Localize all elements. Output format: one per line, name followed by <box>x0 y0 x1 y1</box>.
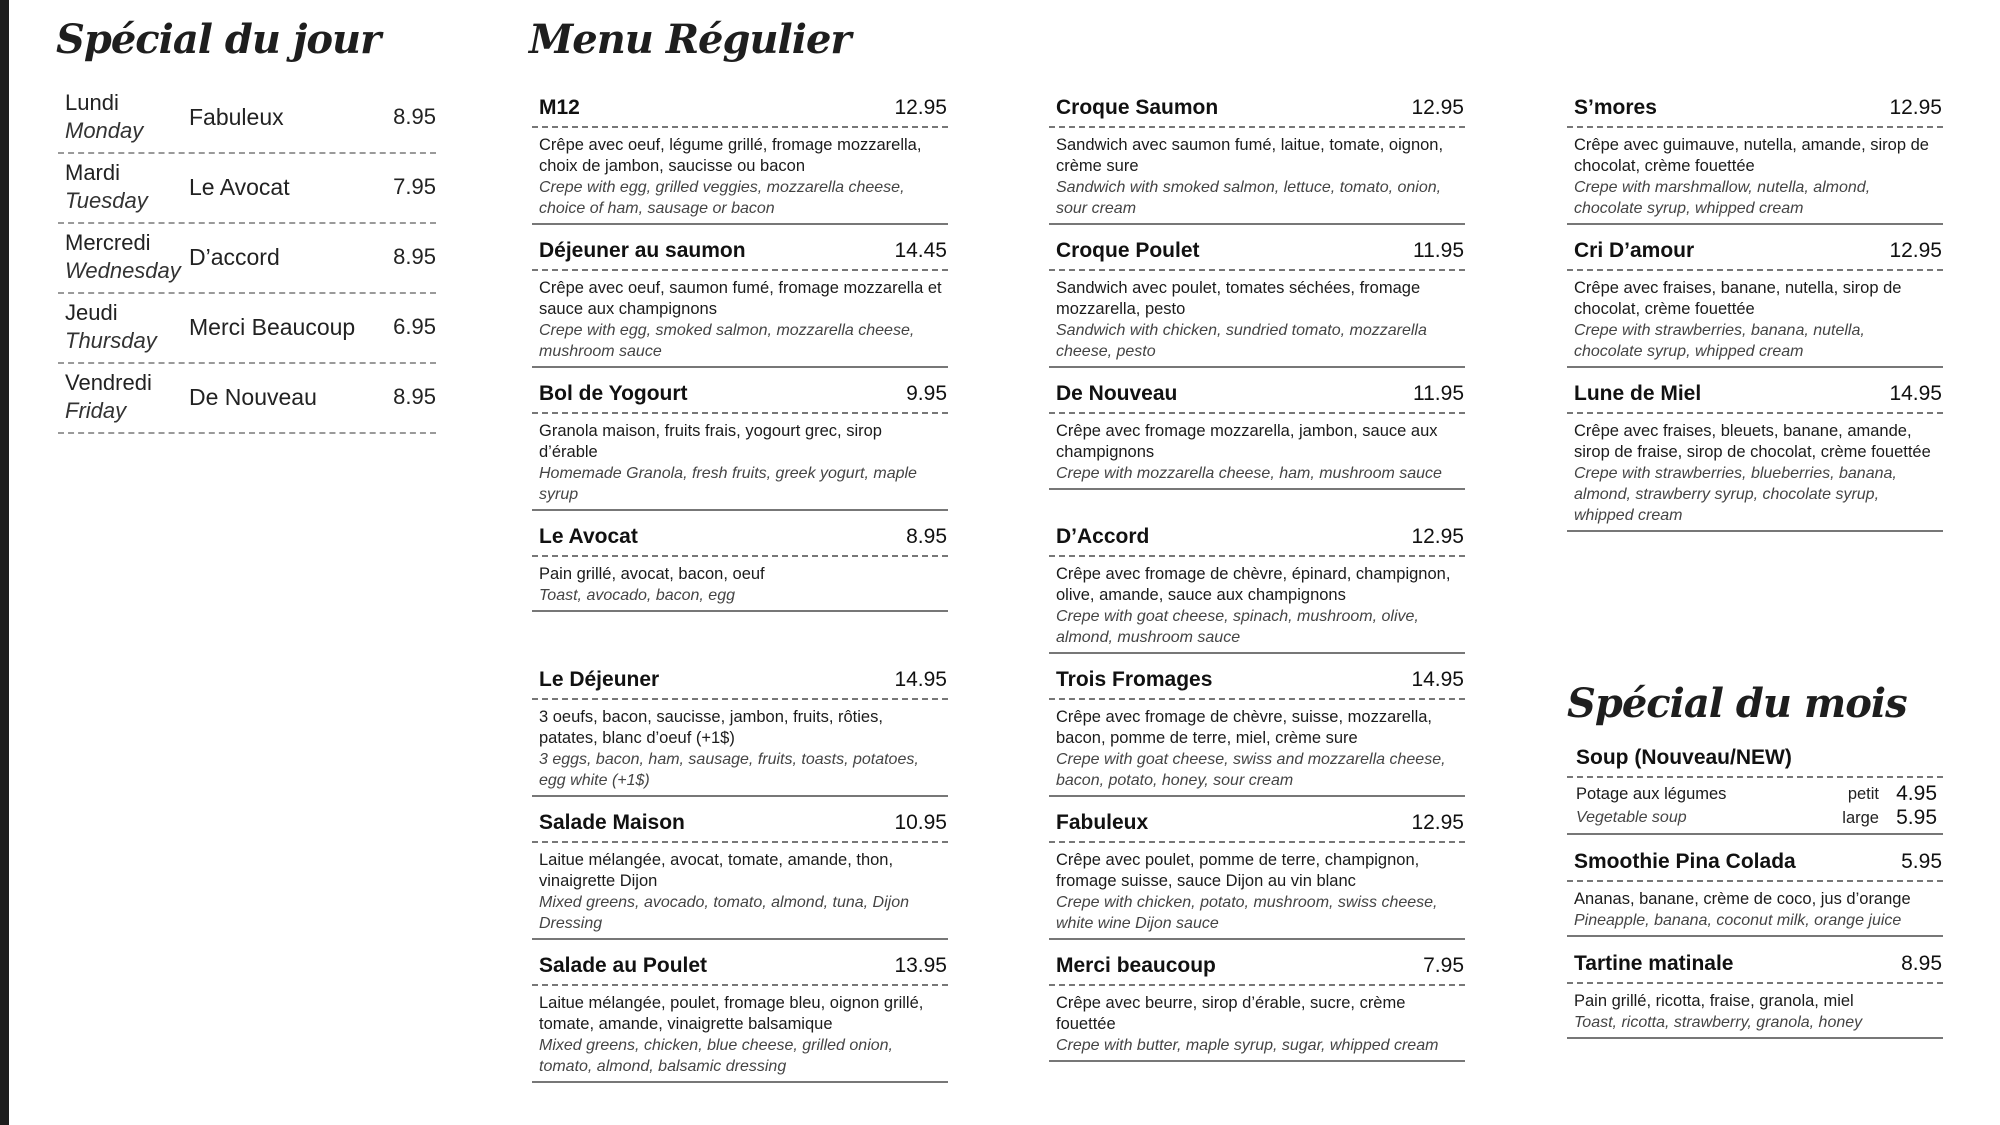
menu-item-description-fr: Crêpe avec fraises, banane, nutella, sirop de chocolat, crème fouettée <box>1574 279 1902 318</box>
daily-dish: Fabuleux <box>189 104 284 130</box>
menu-item-header <box>532 811 948 843</box>
daily-dish: De Nouveau <box>189 384 317 410</box>
menu-item-price: 11.95 <box>1413 239 1464 262</box>
soup-size-small: petit <box>1847 784 1879 803</box>
menu-item-description-en: Toast, ricotta, strawberry, granola, honey <box>1574 1014 1863 1031</box>
menu-item-price: 12.95 <box>1411 525 1464 548</box>
menu-item-name: Salade Maison <box>539 811 685 834</box>
menu-item-description-fr: Granola maison, fruits frais, yogourt grec, sirop d’érable <box>539 422 882 461</box>
menu-item-description-en: Pineapple, banana, coconut milk, orange juice <box>1574 912 1902 929</box>
menu-item-header <box>1049 382 1465 414</box>
menu-item <box>532 382 948 511</box>
day-name-fr: Vendredi <box>65 370 152 395</box>
soup-description-en: Vegetable soup <box>1576 809 1687 826</box>
regular-menu-title: Menu Régulier <box>529 16 851 63</box>
menu-item-header <box>532 954 948 986</box>
menu-item-name: D’Accord <box>1056 525 1150 548</box>
soup-description-fr: Potage aux légumes <box>1576 784 1727 803</box>
menu-item <box>1567 96 1943 225</box>
menu-item <box>1049 668 1465 797</box>
menu-item-price: 12.95 <box>894 96 947 119</box>
menu-item-price: 14.95 <box>1889 382 1942 405</box>
menu-item-description-fr: Laitue mélangée, avocat, tomate, amande, thon, vinaigrette Dijon <box>539 851 894 890</box>
daily-special-table <box>58 88 436 434</box>
menu-item-description-fr: Crêpe avec fromage de chèvre, suisse, mozzarella, bacon, pomme de terre, miel, crème sure <box>1056 708 1433 747</box>
daily-special-row <box>58 298 436 364</box>
menu-item <box>1567 382 1943 532</box>
menu-item <box>1567 239 1943 368</box>
menu-item-description-en: Crepe with egg, smoked salmon, mozzarella cheese, mushroom sauce <box>539 322 915 360</box>
menu-item <box>1049 811 1465 940</box>
menu-item <box>1049 239 1465 368</box>
menu-item-name: Croque Poulet <box>1056 239 1200 262</box>
daily-price: 7.95 <box>393 174 436 199</box>
menu-item-name: Déjeuner au saumon <box>539 239 746 262</box>
menu-item-price: 14.95 <box>1411 668 1464 691</box>
soup-price-large: 5.95 <box>1896 806 1937 829</box>
menu-item-description-en: Crepe with goat cheese, swiss and mozzarella cheese, bacon, potato, honey, sour cream <box>1056 751 1446 789</box>
menu-item-description-en: Crepe with marshmallow, nutella, almond, chocolate syrup, whipped cream <box>1574 179 1871 217</box>
menu-item-price: 12.95 <box>1411 96 1464 119</box>
menu-item-header <box>1049 668 1465 700</box>
day-name-fr: Mercredi <box>65 230 151 255</box>
daily-special-row <box>58 158 436 224</box>
menu-item-name: Le Avocat <box>539 525 638 548</box>
menu-item-description-fr: Crêpe avec poulet, pomme de terre, champignon, fromage suisse, sauce Dijon au vin blanc <box>1056 851 1420 890</box>
menu-sheet <box>9 0 2000 1125</box>
menu-item-name: Smoothie Pina Colada <box>1574 850 1796 873</box>
day-name-fr: Jeudi <box>65 300 118 325</box>
menu-item-name: Le Déjeuner <box>539 668 660 691</box>
menu-item-name: Bol de Yogourt <box>539 382 688 405</box>
menu-item-price: 5.95 <box>1901 850 1942 873</box>
day-name-fr: Mardi <box>65 160 121 185</box>
menu-item-description-en: Homemade Granola, fresh fruits, greek yogurt, maple syrup <box>539 465 917 503</box>
menu-item-header <box>1567 952 1943 984</box>
daily-price: 8.95 <box>393 244 436 269</box>
menu-item-description-fr: 3 oeufs, bacon, saucisse, jambon, fruits, rôties, patates, blanc d’oeuf (+1$) <box>539 708 883 747</box>
menu-item-description-fr: Pain grillé, avocat, bacon, oeuf <box>539 565 765 583</box>
menu-item-description-en: Sandwich with smoked salmon, lettuce, tomato, onion, sour cream <box>1056 179 1442 217</box>
menu-item-header <box>532 96 948 128</box>
menu-item <box>532 96 948 225</box>
menu-item <box>1049 954 1465 1062</box>
day-name-en: Tuesday <box>65 188 148 213</box>
menu-item <box>532 954 948 1083</box>
menu-item-header <box>1049 811 1465 843</box>
monthly-items <box>1567 850 1943 1050</box>
menu-item-price: 12.95 <box>1411 811 1464 834</box>
menu-item-name: De Nouveau <box>1056 382 1178 405</box>
menu-item-price: 13.95 <box>894 954 947 977</box>
menu-item-description-en: Crepe with strawberries, blueberries, banana, almond, strawberry syrup, chocolate syrup, whipped cream <box>1574 465 1897 524</box>
menu-item-name: S’mores <box>1574 96 1657 119</box>
menu-item-header <box>1049 239 1465 271</box>
soup-name: Soup (Nouveau/NEW) <box>1576 746 1792 769</box>
soup-price-small: 4.95 <box>1896 782 1937 805</box>
menu-column-3 <box>1567 96 1943 524</box>
menu-item-description-fr: Ananas, banane, crème de coco, jus d’orange <box>1574 890 1911 908</box>
menu-item-price: 11.95 <box>1413 382 1464 405</box>
menu-item-description-en: Crepe with mozzarella cheese, ham, mushroom sauce <box>1056 465 1442 482</box>
day-name-fr: Lundi <box>65 90 119 115</box>
menu-item-description-en: Sandwich with chicken, sundried tomato, mozzarella cheese, pesto <box>1056 322 1427 360</box>
day-name-en: Friday <box>65 398 127 423</box>
menu-item-header <box>532 525 948 557</box>
menu-item <box>1049 96 1465 225</box>
menu-item-header <box>1049 96 1465 128</box>
menu-item-price: 12.95 <box>1889 96 1942 119</box>
menu-item-description-fr: Laitue mélangée, poulet, fromage bleu, oignon grillé, tomate, amande, vinaigrette balsamique <box>539 994 924 1033</box>
menu-item-price: 9.95 <box>906 382 947 405</box>
menu-item-description-en: 3 eggs, bacon, ham, sausage, fruits, toasts, potatoes, egg white (+1$) <box>539 751 919 789</box>
menu-item-name: Trois Fromages <box>1056 668 1213 691</box>
daily-dish: Merci Beaucoup <box>189 314 356 340</box>
menu-item-description-en: Crepe with chicken, potato, mushroom, swiss cheese, white wine Dijon sauce <box>1056 894 1438 932</box>
menu-item-description-fr: Crêpe avec fraises, bleuets, banane, amande, sirop de fraise, sirop de chocolat, crème fouettée <box>1574 422 1931 461</box>
menu-item-header <box>532 239 948 271</box>
menu-column-2 <box>1049 96 1465 1054</box>
menu-item-price: 8.95 <box>1901 952 1942 975</box>
menu-item-description-en: Crepe with goat cheese, spinach, mushroom, olive, almond, mushroom sauce <box>1056 608 1419 646</box>
menu-item-header <box>1567 382 1943 414</box>
menu-item-name: M12 <box>539 96 580 119</box>
menu-item-name: Croque Saumon <box>1056 96 1219 119</box>
menu-item-price: 10.95 <box>894 811 947 834</box>
menu-item <box>1049 382 1465 490</box>
menu-item-description-fr: Crêpe avec oeuf, légume grillé, fromage mozzarella, choix de jambon, saucisse ou bacon <box>539 136 922 175</box>
menu-item <box>532 239 948 368</box>
menu-column-1 <box>532 96 948 1075</box>
menu-item <box>532 525 948 612</box>
menu-item-header <box>532 668 948 700</box>
menu-item-description-en: Crepe with strawberries, banana, nutella, chocolate syrup, whipped cream <box>1574 322 1865 360</box>
daily-special-row <box>58 228 436 294</box>
menu-item-description-fr: Sandwich avec saumon fumé, laitue, tomate, oignon, crème sure <box>1056 136 1444 175</box>
menu-item-header <box>1049 954 1465 986</box>
menu-item-description-fr: Crêpe avec beurre, sirop d’érable, sucre, crème fouettée <box>1056 994 1406 1033</box>
menu-item-description-fr: Crêpe avec oeuf, saumon fumé, fromage mozzarella et sauce aux champignons <box>539 279 942 318</box>
menu-item-description-fr: Crêpe avec fromage mozzarella, jambon, sauce aux champignons <box>1056 422 1438 461</box>
menu-item-price: 8.95 <box>906 525 947 548</box>
menu-item-price: 7.95 <box>1423 954 1464 977</box>
menu-item-name: Fabuleux <box>1056 811 1149 834</box>
daily-dish: Le Avocat <box>189 174 290 200</box>
menu-item-description-en: Toast, avocado, bacon, egg <box>539 587 735 604</box>
daily-special-row <box>58 368 436 434</box>
daily-special-title: Spécial du jour <box>56 16 381 63</box>
menu-item-price: 14.95 <box>894 668 947 691</box>
menu-item-description-fr: Crêpe avec fromage de chèvre, épinard, champignon, olive, amande, sauce aux champignons <box>1056 565 1451 604</box>
menu-item <box>532 668 948 797</box>
daily-price: 8.95 <box>393 104 436 129</box>
day-name-en: Monday <box>65 118 144 143</box>
menu-item <box>1567 952 1943 1039</box>
menu-item-name: Tartine matinale <box>1574 952 1734 975</box>
menu-item-description-en: Mixed greens, avocado, tomato, almond, tuna, Dijon Dressing <box>539 894 909 932</box>
menu-item-description-fr: Pain grillé, ricotta, fraise, granola, miel <box>1574 992 1854 1010</box>
day-name-en: Wednesday <box>65 258 181 283</box>
menu-item-header <box>1567 850 1943 882</box>
menu-item-name: Salade au Poulet <box>539 954 708 977</box>
daily-price: 8.95 <box>393 384 436 409</box>
soup-size-large: large <box>1842 808 1879 827</box>
daily-special-row <box>58 88 436 154</box>
menu-item-description-en: Crepe with egg, grilled veggies, mozzarella cheese, choice of ham, sausage or bacon <box>539 179 905 217</box>
menu-item <box>1567 850 1943 937</box>
menu-item-header <box>1049 525 1465 557</box>
menu-item-description-en: Crepe with butter, maple syrup, sugar, whipped cream <box>1056 1037 1439 1054</box>
menu-item <box>1049 525 1465 654</box>
daily-price: 6.95 <box>393 314 436 339</box>
menu-item-description-fr: Crêpe avec guimauve, nutella, amande, sirop de chocolat, crème fouettée <box>1574 136 1929 175</box>
menu-item-description-en: Mixed greens, chicken, blue cheese, grilled onion, tomato, almond, balsamic dressing <box>539 1037 893 1075</box>
menu-item-header <box>1567 96 1943 128</box>
menu-item-name: Merci beaucoup <box>1056 954 1216 977</box>
menu-item-header <box>532 382 948 414</box>
day-name-en: Thursday <box>65 328 157 353</box>
menu-item-description-fr: Sandwich avec poulet, tomates séchées, fromage mozzarella, pesto <box>1056 279 1421 318</box>
monthly-special-title: Spécial du mois <box>1567 680 1907 727</box>
daily-dish: D’accord <box>189 244 280 270</box>
menu-item-name: Lune de Miel <box>1574 382 1702 405</box>
menu-item-name: Cri D’amour <box>1574 239 1695 262</box>
menu-item-header <box>1567 239 1943 271</box>
menu-item-price: 12.95 <box>1889 239 1942 262</box>
menu-item <box>532 811 948 940</box>
monthly-soup <box>1567 746 1943 835</box>
menu-item-price: 14.45 <box>894 239 947 262</box>
